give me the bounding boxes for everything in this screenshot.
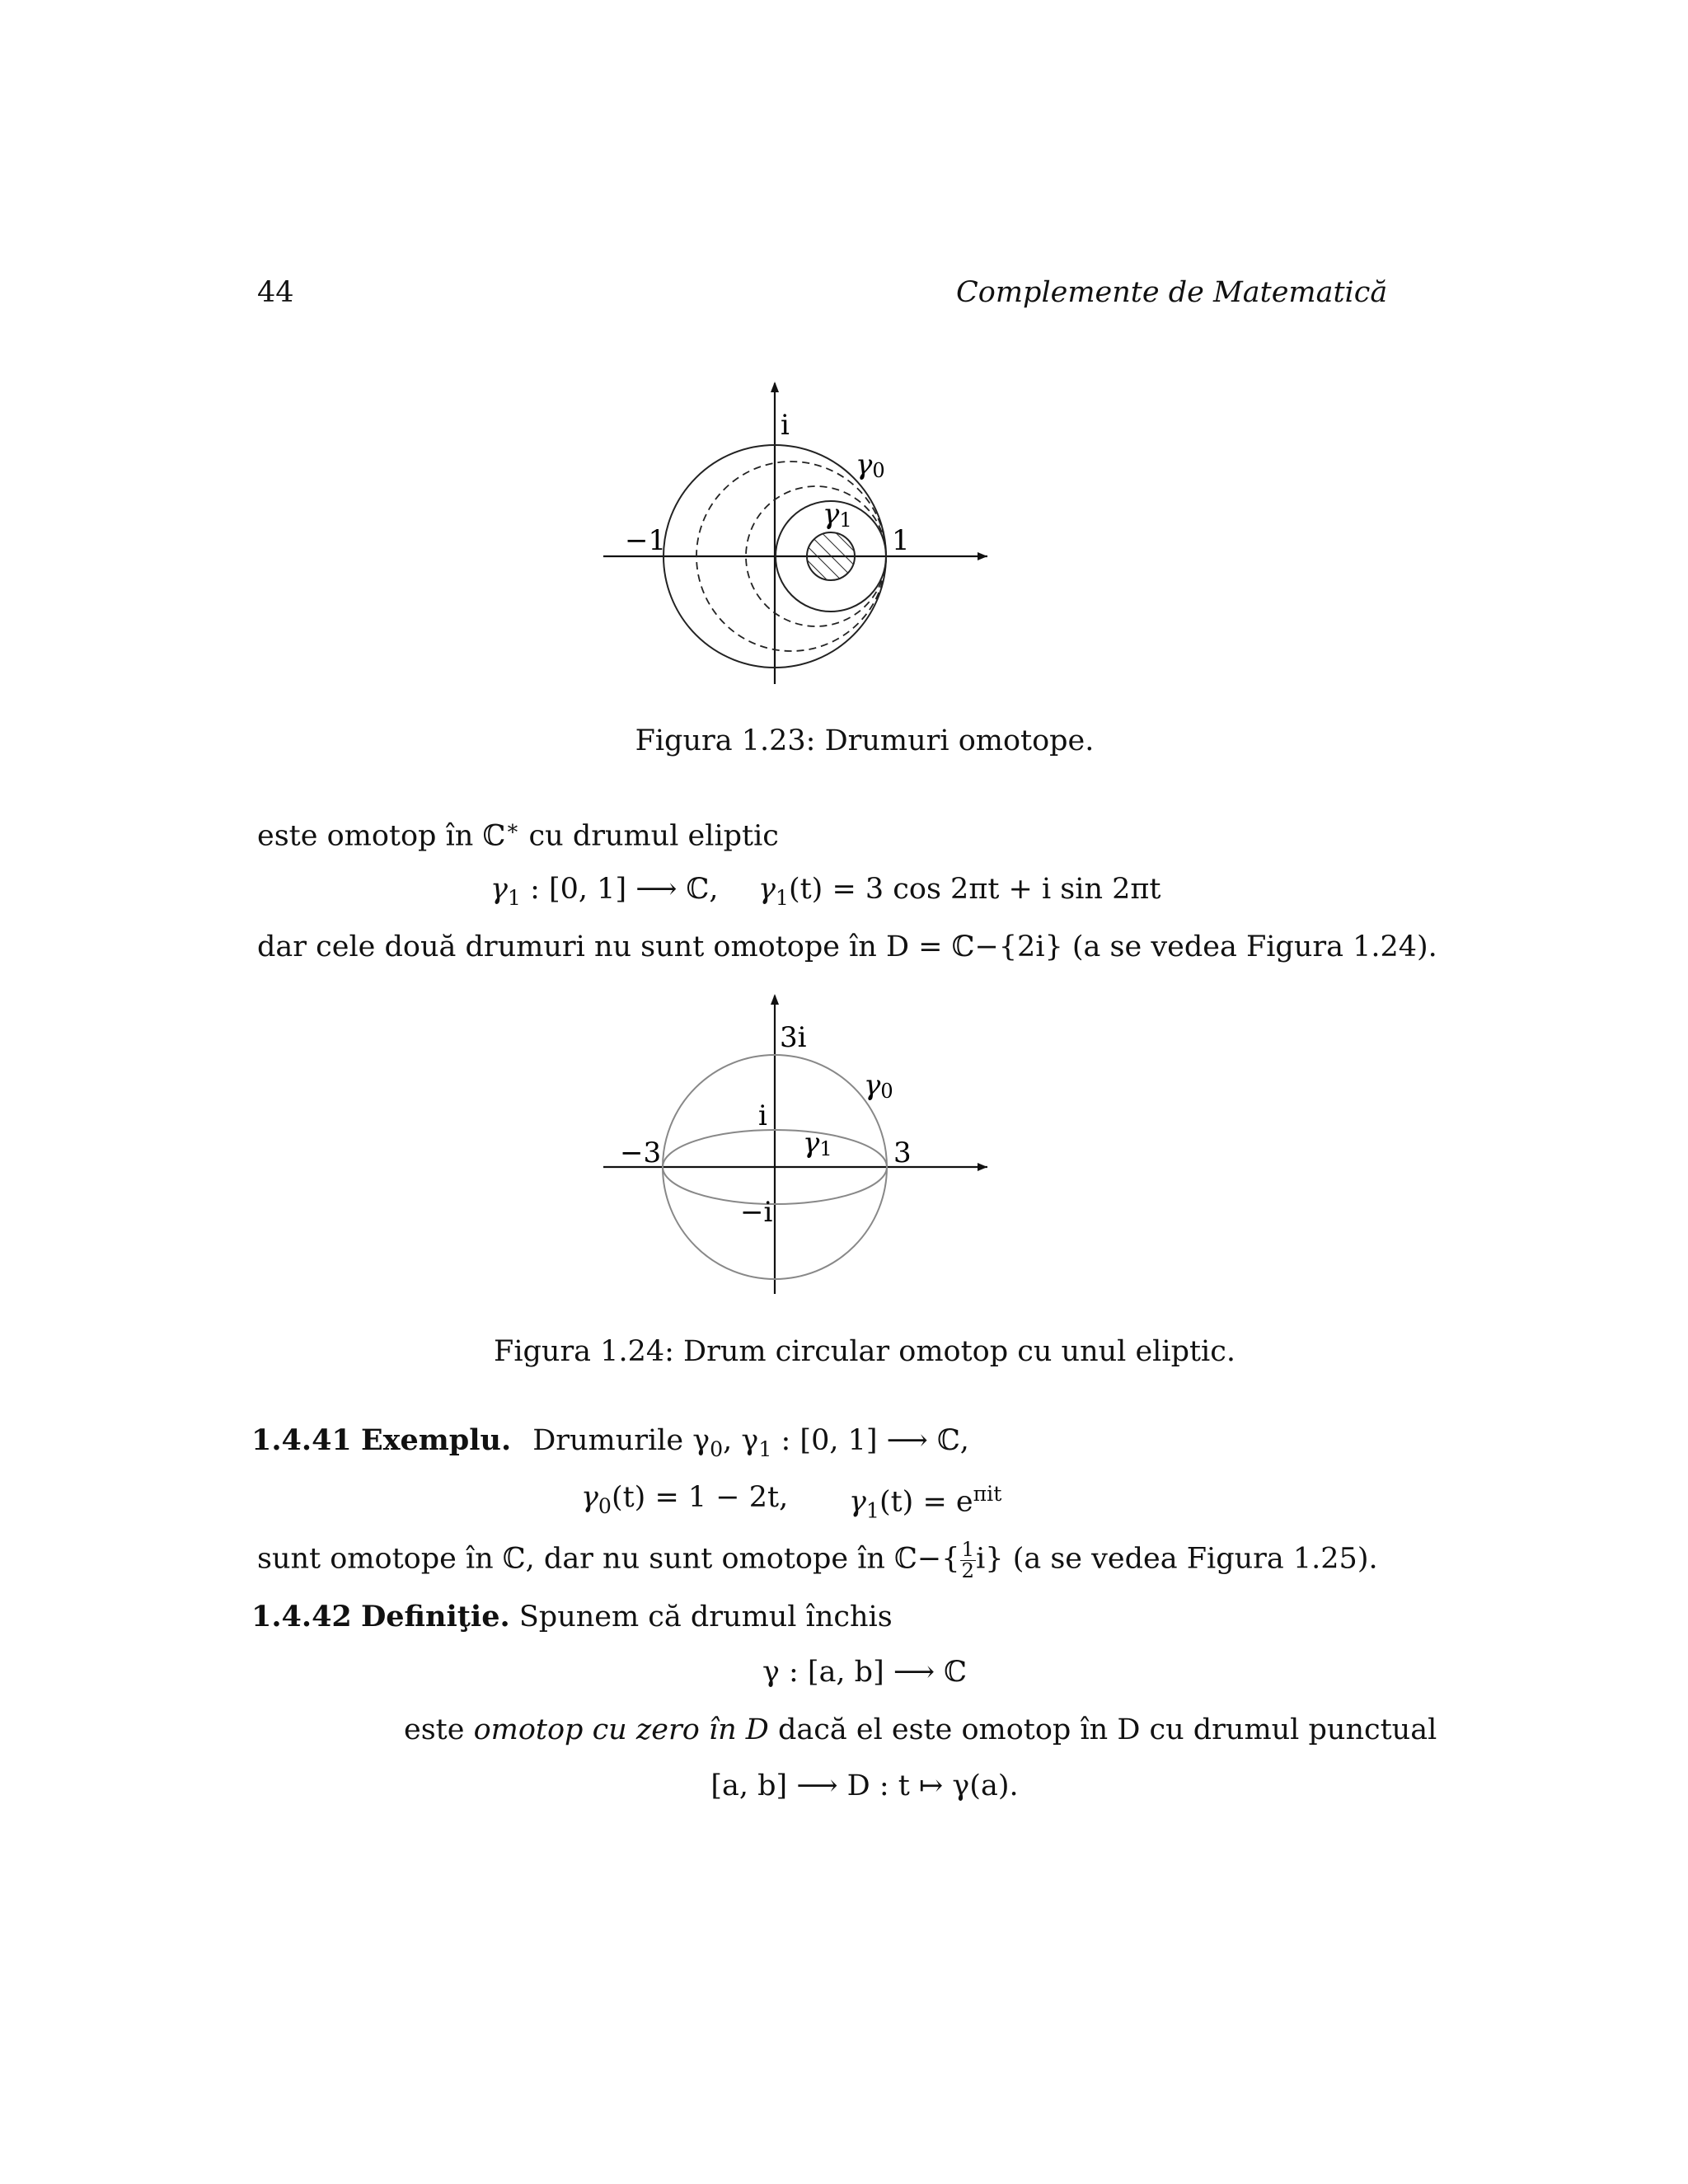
figure-1-23 [593, 375, 1006, 688]
label-3i: 3i [780, 1021, 807, 1054]
example-conclusion: sunt omotope în ℂ, dar nu sunt omotope în ℂ−{ $\frac{1}{2}$ i} (a se vedea Figura 1.25). [257, 1537, 1378, 1582]
label-minus-i: −i [740, 1196, 773, 1229]
label-i: i [781, 409, 790, 442]
label-gamma0: γ0 [864, 1069, 893, 1103]
equation-gamma1-ellipse-domain: $\gamma_1$ : [0, 1] ⟶ ℂ, [490, 873, 719, 910]
definition-body: este omotop cu zero în D dacă el este omotop în D cu drumul punctual [404, 1713, 1437, 1746]
x-axis-arrow-icon [978, 552, 987, 560]
hatched-hole [807, 532, 855, 580]
label-gamma1: γ1 [803, 1127, 832, 1160]
label-gamma0: γ0 [856, 448, 885, 482]
running-title: Complemente de Matematică [956, 276, 1388, 309]
definition-1-4-42-heading: 1.4.42 Definiţie. Spunem că drumul închis [251, 1600, 893, 1633]
definition-equation-point-path: [a, b] ⟶ D : t ↦ γ(a). [710, 1769, 1019, 1802]
fraction-one-half: $\frac{1}{2}$ [961, 1537, 975, 1582]
equation-gamma1-ellipse-formula: $\gamma_1(t) = 3$ cos 2πt + i sin 2πt [758, 873, 1161, 910]
example-equation-gamma1: $\gamma_1(t) = e^{\pi it}$ [849, 1482, 1002, 1523]
label-three: 3 [893, 1137, 912, 1169]
page-number: 44 [257, 276, 294, 309]
y-axis-arrow-icon [771, 382, 779, 392]
label-i: i [758, 1099, 767, 1132]
figure-1-23-caption: Figura 1.23: Drumuri omotope. [635, 724, 1095, 757]
label-minus-three: −3 [620, 1137, 662, 1169]
figure-1-24-caption: Figura 1.24: Drum circular omotop cu unul eliptic. [494, 1335, 1236, 1368]
y-axis-arrow-icon [771, 994, 779, 1005]
paragraph-line-2: dar cele două drumuri nu sunt omotope în D = ℂ−{2i} (a se vedea Figura 1.24). [257, 930, 1437, 963]
figure-1-24 [593, 989, 1006, 1302]
label-minus-one: −1 [625, 524, 667, 557]
label-one: 1 [892, 524, 910, 557]
definition-equation-gamma: γ : [a, b] ⟶ ℂ [762, 1656, 968, 1689]
example-equation-gamma0: $\gamma_0(t) = 1 - 2t$, [581, 1481, 789, 1518]
example-1-4-41-heading: 1.4.41 Exemplu. Drumurile $\gamma_0$, $\gamma_1$ : [0, 1] ⟶ ℂ, [251, 1423, 969, 1461]
paragraph-line-1: este omotop în ℂ∗ cu drumul eliptic [257, 816, 779, 853]
x-axis-arrow-icon [978, 1163, 987, 1171]
label-gamma1: γ1 [823, 498, 852, 532]
